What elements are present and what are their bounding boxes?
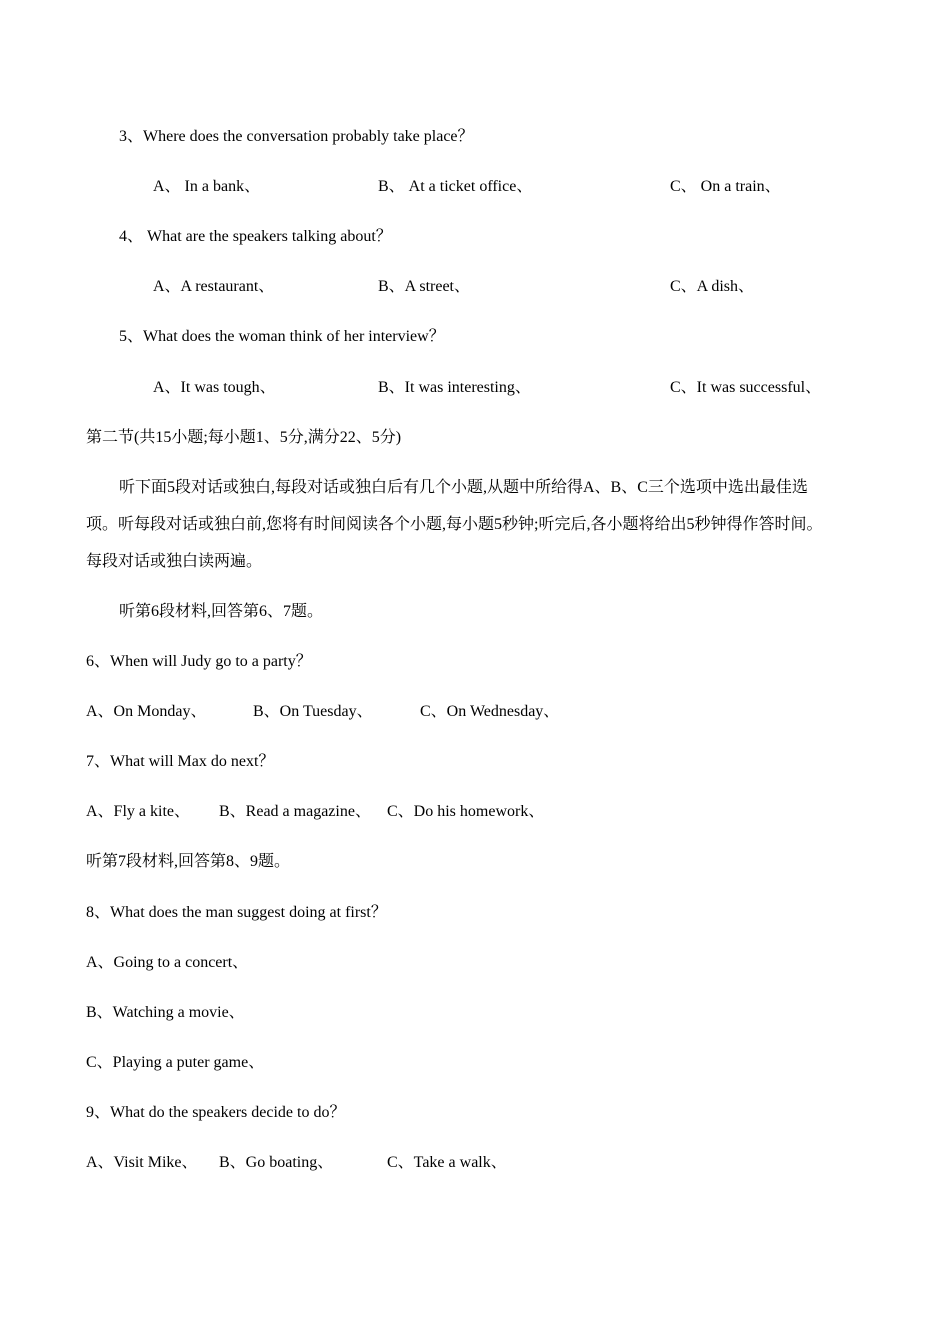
option-b: B、Read a magazine、 [219, 803, 371, 820]
material-7-note: 听第7段材料,回答第8、9题。 [86, 853, 291, 870]
option-a: A、It was tough、 [153, 379, 276, 396]
option-a: A、Fly a kite、 [86, 803, 190, 820]
option-b: B、On Tuesday、 [253, 703, 373, 720]
question-8: 8、What does the man suggest doing at first？ [86, 904, 387, 921]
option-b: B、It was interesting、 [378, 379, 531, 396]
instructions-line-3: 每段对话或独白读两遍。 [86, 553, 263, 570]
option-b: B、Go boating、 [219, 1154, 334, 1171]
question-7-options [0, 802, 950, 822]
question-9-options [0, 1153, 950, 1173]
question-6-options [0, 702, 950, 722]
question-9: 9、What do the speakers decide to do？ [86, 1104, 346, 1121]
option-a: A、Visit Mike、 [86, 1154, 198, 1171]
question-4: 4、 What are the speakers talking about？ [119, 228, 392, 245]
section-heading: 第二节(共15小题;每小题1、5分,满分22、5分) [86, 429, 402, 446]
option-c: C、Take a walk、 [387, 1154, 507, 1171]
option-b: B、A street、 [378, 278, 470, 295]
option-a: A、A restaurant、 [153, 278, 275, 295]
option-a: A、On Monday、 [86, 703, 207, 720]
material-6-note: 听第6段材料,回答第6、7题。 [119, 603, 324, 620]
question-8-option-c: C、Playing a puter game、 [86, 1054, 265, 1071]
question-7: 7、What will Max do next？ [86, 753, 275, 770]
question-8-option-b: B、Watching a movie、 [86, 1004, 245, 1021]
option-c: C、On Wednesday、 [420, 703, 560, 720]
option-b: B、 At a ticket office、 [378, 178, 533, 195]
instructions-line-1: 听下面5段对话或独白,每段对话或独白后有几个小题,从题中所给得A、B、C三个选项中选出最佳选 [119, 479, 808, 496]
question-5-options [0, 378, 950, 398]
instructions-line-2: 项。听每段对话或独白前,您将有时间阅读各个小题,每小题5秒钟;听完后,各小题将给出5秒钟得作答时间。 [86, 516, 823, 533]
option-c: C、Do his homework、 [387, 803, 545, 820]
question-3: 3、Where does the conversation probably take place？ [119, 128, 474, 145]
question-8-option-a: A、Going to a concert、 [86, 954, 249, 971]
question-3-options [0, 177, 950, 197]
option-c: C、It was successful、 [670, 379, 822, 396]
option-c: C、 On a train、 [670, 178, 781, 195]
question-4-options [0, 277, 950, 297]
option-c: C、A dish、 [670, 278, 755, 295]
question-6: 6、When will Judy go to a party？ [86, 653, 312, 670]
question-5: 5、What does the woman think of her interview？ [119, 328, 445, 345]
option-a: A、 In a bank、 [153, 178, 261, 195]
